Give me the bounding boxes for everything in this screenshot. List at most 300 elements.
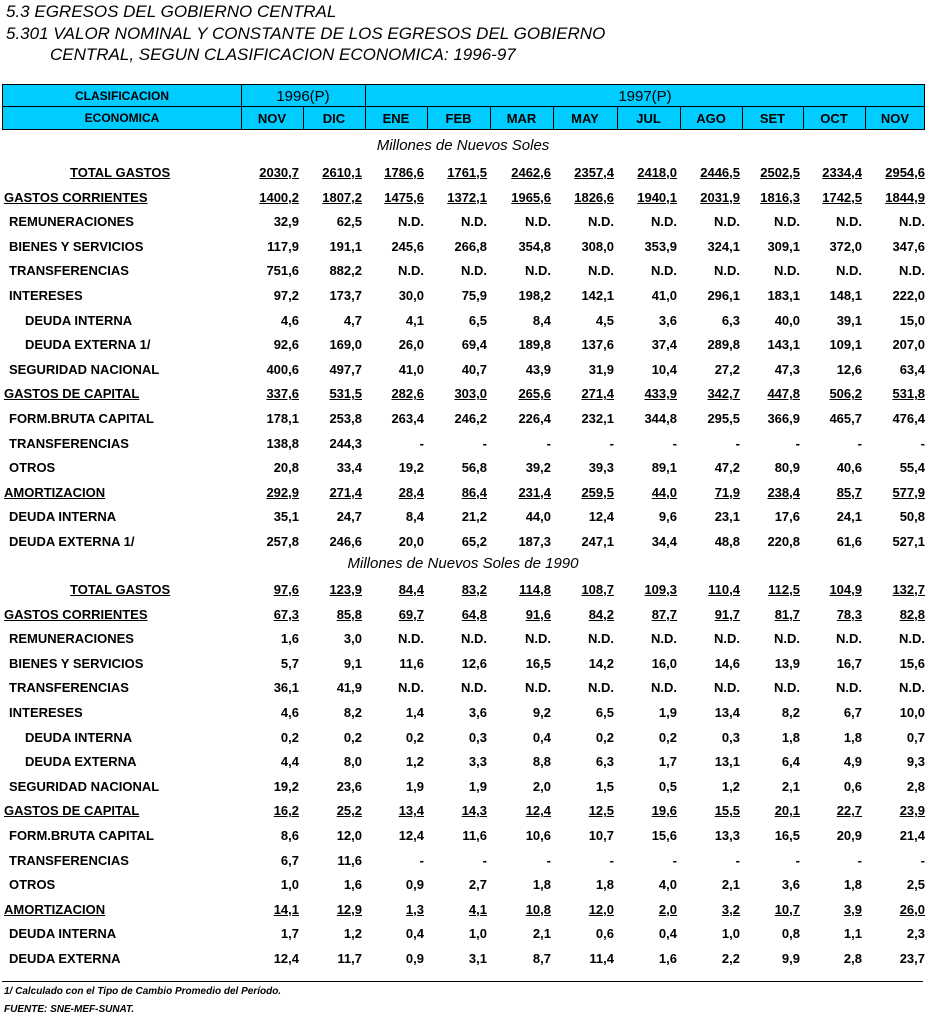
- cell-value: 1,0: [468, 926, 487, 942]
- cell-value: 22,7: [836, 803, 862, 819]
- cell-value: 187,3: [518, 534, 551, 549]
- cell-value: 16,5: [774, 828, 800, 843]
- cell-value: 28,4: [398, 484, 424, 500]
- row-label: REMUNERACIONES: [9, 631, 134, 647]
- cell-value: 11,6: [462, 828, 487, 843]
- cell-value: -: [735, 852, 740, 868]
- cell-value: 1826,6: [574, 189, 614, 205]
- cell-value: 1,8: [781, 729, 800, 745]
- cell-value: 198,2: [518, 288, 551, 303]
- cell-value: N.D.: [398, 263, 424, 279]
- cell-value: 1,5: [595, 778, 614, 794]
- table-row: [0, 163, 926, 185]
- cell-value: 15,5: [714, 803, 740, 819]
- header-month-set-8: SET: [759, 110, 786, 126]
- cell-value: N.D.: [836, 263, 862, 279]
- table-row: [0, 261, 926, 283]
- cell-value: N.D.: [525, 680, 551, 696]
- cell-value: -: [672, 435, 677, 451]
- cell-value: 2357,4: [574, 165, 614, 180]
- cell-value: 10,4: [651, 361, 677, 377]
- cell-value: 271,4: [581, 386, 614, 402]
- cell-value: 84,2: [588, 606, 614, 622]
- cell-value: -: [419, 852, 424, 868]
- row-label: BIENES Y SERVICIOS: [9, 238, 144, 254]
- cell-value: 69,4: [461, 337, 487, 353]
- cell-value: 19,6: [651, 803, 677, 819]
- cell-value: 12,4: [588, 509, 614, 525]
- cell-value: N.D.: [525, 263, 551, 279]
- cell-value: 9,3: [906, 754, 925, 770]
- cell-value: 231,4: [518, 484, 551, 500]
- cell-value: 23,1: [714, 509, 740, 525]
- cell-value: 48,8: [714, 534, 740, 549]
- cell-value: 6,7: [843, 705, 862, 720]
- cell-value: 13,9: [774, 655, 800, 671]
- cell-value: 0,2: [658, 729, 677, 745]
- cell-value: 2446,5: [700, 165, 740, 180]
- cell-value: 142,1: [581, 288, 614, 303]
- table-row: [0, 949, 926, 971]
- cell-value: -: [609, 852, 614, 868]
- table-row: [0, 360, 926, 382]
- cell-value: 282,6: [391, 386, 424, 402]
- cell-value: N.D.: [588, 680, 614, 696]
- table-row: [0, 826, 926, 848]
- cell-value: 6,3: [721, 312, 740, 328]
- cell-value: 347,6: [892, 238, 925, 254]
- cell-value: 138,8: [266, 435, 299, 451]
- cell-value: N.D.: [398, 214, 424, 230]
- cell-value: -: [795, 852, 800, 868]
- cell-value: 433,9: [644, 386, 677, 402]
- table-row: [0, 777, 926, 799]
- table-row: [0, 654, 926, 676]
- cell-value: -: [795, 435, 800, 451]
- header-vline-month-8: [803, 107, 804, 129]
- header-month-nov-10: NOV: [880, 110, 910, 126]
- row-label: SEGURIDAD NACIONAL: [9, 361, 160, 377]
- cell-value: 3,3: [468, 754, 487, 770]
- table-row: [0, 703, 926, 725]
- cell-value: 2334,4: [822, 165, 862, 180]
- cell-value: 8,8: [532, 754, 551, 770]
- cell-value: N.D.: [461, 214, 487, 230]
- cell-value: -: [419, 435, 424, 451]
- cell-value: 14,3: [461, 803, 487, 819]
- cell-value: 61,6: [836, 534, 862, 549]
- cell-value: 3,6: [468, 705, 487, 720]
- cell-value: 84,4: [398, 582, 424, 597]
- cell-value: 20,9: [836, 828, 862, 843]
- cell-value: 12,5: [588, 803, 614, 819]
- cell-value: 4,6: [280, 705, 299, 720]
- cell-value: 2,1: [721, 877, 740, 893]
- cell-value: 257,8: [266, 534, 299, 549]
- cell-value: 1786,6: [384, 165, 424, 180]
- cell-value: 1965,6: [511, 189, 551, 205]
- cell-value: 882,2: [329, 263, 362, 279]
- row-label: DEUDA INTERNA: [9, 926, 117, 942]
- cell-value: 8,4: [532, 312, 551, 328]
- cell-value: 14,6: [714, 655, 740, 671]
- cell-value: 10,7: [588, 828, 614, 843]
- row-label: DEUDA EXTERNA 1/: [9, 534, 135, 549]
- table-row: [0, 532, 926, 554]
- table-row: [0, 188, 926, 210]
- cell-value: 1372,1: [447, 189, 487, 205]
- cell-value: 3,6: [781, 877, 800, 893]
- cell-value: 0,4: [658, 926, 677, 942]
- cell-value: 16,2: [273, 803, 299, 819]
- cell-value: 13,4: [714, 705, 740, 720]
- cell-value: N.D.: [588, 214, 614, 230]
- cell-value: N.D.: [525, 214, 551, 230]
- row-label: TRANSFERENCIAS: [9, 435, 129, 451]
- cell-value: 476,4: [892, 411, 925, 426]
- row-label: GASTOS CORRIENTES: [4, 189, 148, 205]
- cell-value: 11,4: [589, 951, 614, 966]
- cell-value: 30,0: [398, 288, 424, 303]
- cell-value: 1807,2: [322, 189, 362, 205]
- header-vline-main-0: [241, 85, 242, 129]
- row-label: DEUDA INTERNA: [9, 509, 117, 525]
- cell-value: 2,1: [781, 778, 800, 794]
- cell-value: 13,4: [398, 803, 424, 819]
- section-subtitle: Millones de Nuevos Soles: [376, 137, 550, 154]
- cell-value: 353,9: [644, 238, 677, 254]
- cell-value: N.D.: [398, 680, 424, 696]
- cell-value: 527,1: [892, 534, 925, 549]
- cell-value: 8,2: [343, 705, 362, 720]
- cell-value: N.D.: [461, 263, 487, 279]
- cell-value: 50,8: [899, 509, 925, 525]
- cell-value: 0,2: [595, 729, 614, 745]
- cell-value: 2954,6: [885, 165, 925, 180]
- cell-value: 31,9: [588, 361, 614, 377]
- cell-value: 2,0: [658, 901, 677, 917]
- cell-value: 1,9: [468, 778, 487, 794]
- cell-value: 0,6: [843, 778, 862, 794]
- cell-value: N.D.: [714, 631, 740, 647]
- header-vline-month-7: [742, 107, 743, 129]
- cell-value: N.D.: [774, 214, 800, 230]
- cell-value: 1,1: [843, 926, 862, 942]
- cell-value: N.D.: [525, 631, 551, 647]
- cell-value: 24,1: [836, 509, 862, 525]
- cell-value: 62,5: [336, 214, 362, 230]
- cell-value: 6,3: [595, 754, 614, 770]
- header-month-mar-4: MAR: [506, 110, 537, 126]
- cell-value: 11,7: [337, 951, 362, 966]
- cell-value: 308,0: [581, 238, 614, 254]
- cell-value: N.D.: [836, 680, 862, 696]
- cell-value: 15,6: [899, 655, 925, 671]
- cell-value: N.D.: [651, 263, 677, 279]
- header-month-jul-6: JUL: [636, 110, 661, 126]
- header-month-oct-9: OCT: [820, 110, 848, 126]
- cell-value: 23,9: [899, 803, 925, 819]
- cell-value: 34,4: [651, 534, 677, 549]
- header-month-feb-3: FEB: [445, 110, 472, 126]
- cell-value: 83,2: [461, 582, 487, 597]
- cell-value: -: [609, 435, 614, 451]
- cell-value: N.D.: [774, 263, 800, 279]
- cell-value: 1,9: [658, 705, 677, 720]
- cell-value: 44,0: [525, 509, 551, 525]
- cell-value: 447,8: [767, 386, 800, 402]
- cell-value: 69,7: [398, 606, 424, 622]
- header-clasificacion: CLASIFICACION: [75, 89, 169, 103]
- cell-value: 37,4: [651, 337, 677, 353]
- cell-value: 91,7: [714, 606, 740, 622]
- cell-value: 55,4: [899, 460, 925, 476]
- cell-value: 12,6: [836, 361, 862, 377]
- cell-value: 82,8: [899, 606, 925, 622]
- cell-value: -: [735, 435, 740, 451]
- cell-value: 1,8: [532, 877, 551, 893]
- cell-value: 27,2: [714, 361, 740, 377]
- cell-value: 4,1: [468, 901, 487, 917]
- cell-value: N.D.: [899, 263, 925, 279]
- header-divider: [3, 106, 924, 107]
- cell-value: 189,8: [518, 337, 551, 353]
- cell-value: 2,1: [532, 926, 551, 942]
- cell-value: 372,0: [829, 238, 862, 254]
- cell-value: 81,7: [774, 606, 800, 622]
- cell-value: 265,6: [518, 386, 551, 402]
- cell-value: 8,6: [280, 828, 299, 843]
- cell-value: 1475,6: [384, 189, 424, 205]
- cell-value: 238,4: [767, 484, 800, 500]
- cell-value: 246,2: [454, 411, 487, 426]
- cell-value: 2,5: [906, 877, 925, 893]
- row-label: OTROS: [9, 460, 56, 476]
- cell-value: 244,3: [329, 435, 362, 451]
- cell-value: 10,8: [525, 901, 551, 917]
- row-label: REMUNERACIONES: [9, 214, 134, 230]
- cell-value: 143,1: [767, 337, 800, 353]
- cell-value: 9,1: [343, 655, 362, 671]
- cell-value: 1,3: [405, 901, 424, 917]
- cell-value: 0,7: [906, 729, 925, 745]
- cell-value: N.D.: [651, 631, 677, 647]
- cell-value: 3,6: [658, 312, 677, 328]
- table-row: [0, 629, 926, 651]
- cell-value: 271,4: [329, 484, 362, 500]
- cell-value: 309,1: [767, 238, 800, 254]
- cell-value: 5,7: [280, 655, 299, 671]
- cell-value: 137,6: [581, 337, 614, 353]
- cell-value: -: [546, 435, 551, 451]
- header-month-ago-7: AGO: [696, 110, 726, 126]
- cell-value: 6,4: [781, 754, 800, 770]
- header-vline-month-4: [553, 107, 554, 129]
- header-month-dic-1: DIC: [322, 110, 346, 126]
- cell-value: 8,0: [343, 754, 362, 770]
- cell-value: 6,7: [280, 852, 299, 868]
- cell-value: 2031,9: [700, 189, 740, 205]
- cell-value: 0,8: [781, 926, 800, 942]
- cell-value: 12,4: [273, 951, 299, 966]
- cell-value: 1816,3: [760, 189, 800, 205]
- cell-value: N.D.: [398, 631, 424, 647]
- table-row: [0, 851, 926, 873]
- cell-value: 19,2: [273, 778, 299, 794]
- cell-value: 17,6: [774, 509, 800, 525]
- cell-value: 4,1: [405, 312, 424, 328]
- cell-value: 110,4: [708, 582, 740, 597]
- header-month-ene-2: ENE: [382, 110, 410, 126]
- cell-value: 63,4: [899, 361, 925, 377]
- table-row: [0, 924, 926, 946]
- cell-value: 246,6: [329, 534, 362, 549]
- cell-value: 132,7: [892, 582, 925, 597]
- cell-value: N.D.: [461, 631, 487, 647]
- cell-value: 1,6: [280, 631, 299, 647]
- cell-value: 92,6: [273, 337, 299, 353]
- cell-value: 71,9: [714, 484, 740, 500]
- row-label: GASTOS DE CAPITAL: [4, 803, 140, 819]
- cell-value: 0,6: [595, 926, 614, 942]
- cell-value: 0,3: [721, 729, 740, 745]
- cell-value: 1742,5: [822, 189, 862, 205]
- cell-value: 2502,5: [760, 165, 800, 180]
- cell-value: 43,9: [525, 361, 551, 377]
- cell-value: N.D.: [899, 214, 925, 230]
- cell-value: 13,3: [714, 828, 740, 843]
- header-vline-main-1: [365, 85, 366, 129]
- cell-value: 1,7: [280, 926, 299, 942]
- cell-value: N.D.: [836, 631, 862, 647]
- cell-value: 1844,9: [885, 189, 925, 205]
- cell-value: 1,9: [405, 778, 424, 794]
- header-month-nov-0: NOV: [257, 110, 287, 126]
- table-header: [2, 84, 925, 130]
- table-row: [0, 875, 926, 897]
- cell-value: 44,0: [651, 484, 677, 500]
- cell-value: 497,7: [329, 361, 362, 377]
- cell-value: 178,1: [266, 411, 299, 426]
- cell-value: 3,1: [468, 951, 487, 966]
- cell-value: 148,1: [829, 288, 862, 303]
- footnote: 1/ Calculado con el Tipo de Cambio Promedio del Período.: [4, 986, 282, 997]
- cell-value: 0,9: [405, 877, 424, 893]
- cell-value: 4,0: [658, 877, 677, 893]
- row-label: FORM.BRUTA CAPITAL: [9, 411, 154, 426]
- cell-value: N.D.: [899, 631, 925, 647]
- cell-value: 35,1: [273, 509, 299, 525]
- cell-value: 0,2: [280, 729, 299, 745]
- cell-value: 1940,1: [637, 189, 677, 205]
- cell-value: 123,9: [329, 582, 362, 597]
- row-label: TOTAL GASTOS: [70, 165, 171, 180]
- cell-value: 0,9: [405, 951, 424, 966]
- cell-value: 324,1: [707, 238, 740, 254]
- cell-value: 1,2: [343, 926, 362, 942]
- cell-value: 245,6: [391, 238, 424, 254]
- cell-value: N.D.: [836, 214, 862, 230]
- table-row: [0, 483, 926, 505]
- cell-value: 4,7: [343, 312, 362, 328]
- cell-value: 15,6: [651, 828, 677, 843]
- row-label: DEUDA EXTERNA: [25, 754, 137, 770]
- table-bottom-rule: [2, 981, 923, 982]
- source-note: FUENTE: SNE-MEF-SUNAT.: [4, 1004, 135, 1015]
- cell-value: 1761,5: [447, 165, 487, 180]
- row-label: AMORTIZACION: [4, 484, 106, 500]
- cell-value: 24,7: [336, 509, 362, 525]
- cell-value: 41,9: [336, 680, 362, 696]
- table-row: [0, 752, 926, 774]
- cell-value: 8,4: [405, 509, 424, 525]
- cell-value: 1,0: [721, 926, 740, 942]
- cell-value: 1,7: [658, 754, 677, 770]
- table-row: [0, 458, 926, 480]
- cell-value: 531,5: [329, 386, 362, 402]
- cell-value: 169,0: [329, 337, 362, 353]
- cell-value: 0,4: [405, 926, 424, 942]
- cell-value: 6,5: [468, 312, 487, 328]
- cell-value: -: [482, 852, 487, 868]
- cell-value: 0,2: [405, 729, 424, 745]
- cell-value: 12,4: [525, 803, 551, 819]
- table-row: [0, 900, 926, 922]
- cell-value: 16,7: [836, 655, 862, 671]
- header-vline-month-5: [617, 107, 618, 129]
- cell-value: 222,0: [892, 288, 925, 303]
- cell-value: N.D.: [774, 631, 800, 647]
- cell-value: 39,2: [525, 460, 551, 476]
- cell-value: 112,5: [768, 582, 800, 597]
- cell-value: -: [920, 852, 925, 868]
- cell-value: 32,9: [273, 214, 299, 230]
- title-section: 5.3 EGRESOS DEL GOBIERNO CENTRAL: [6, 2, 337, 21]
- cell-value: 56,8: [461, 460, 487, 476]
- cell-value: 0,4: [532, 729, 551, 745]
- cell-value: 1,8: [843, 729, 862, 745]
- cell-value: 10,0: [899, 705, 925, 720]
- cell-value: N.D.: [588, 263, 614, 279]
- cell-value: 295,5: [707, 411, 740, 426]
- cell-value: N.D.: [651, 680, 677, 696]
- cell-value: 20,0: [398, 534, 424, 549]
- cell-value: 75,9: [461, 288, 487, 303]
- header-economica: ECONOMICA: [84, 111, 160, 125]
- cell-value: -: [920, 435, 925, 451]
- cell-value: 3,0: [343, 631, 362, 647]
- cell-value: 1,4: [405, 705, 424, 720]
- cell-value: 117,9: [267, 238, 299, 254]
- cell-value: 4,9: [843, 754, 862, 770]
- cell-value: -: [482, 435, 487, 451]
- cell-value: N.D.: [651, 214, 677, 230]
- cell-value: -: [857, 852, 862, 868]
- cell-value: N.D.: [774, 680, 800, 696]
- cell-value: 531,8: [892, 386, 925, 402]
- cell-value: 289,8: [707, 337, 740, 353]
- cell-value: 26,0: [899, 901, 925, 917]
- cell-value: 21,2: [461, 509, 487, 525]
- table-row: [0, 237, 926, 259]
- cell-value: 41,0: [651, 288, 677, 303]
- header-vline-month-6: [680, 107, 681, 129]
- header-year-1996: 1996(P): [276, 87, 330, 105]
- cell-value: 11,6: [337, 852, 362, 868]
- cell-value: 6,5: [595, 705, 614, 720]
- cell-value: 87,7: [651, 606, 677, 622]
- table-row: [0, 384, 926, 406]
